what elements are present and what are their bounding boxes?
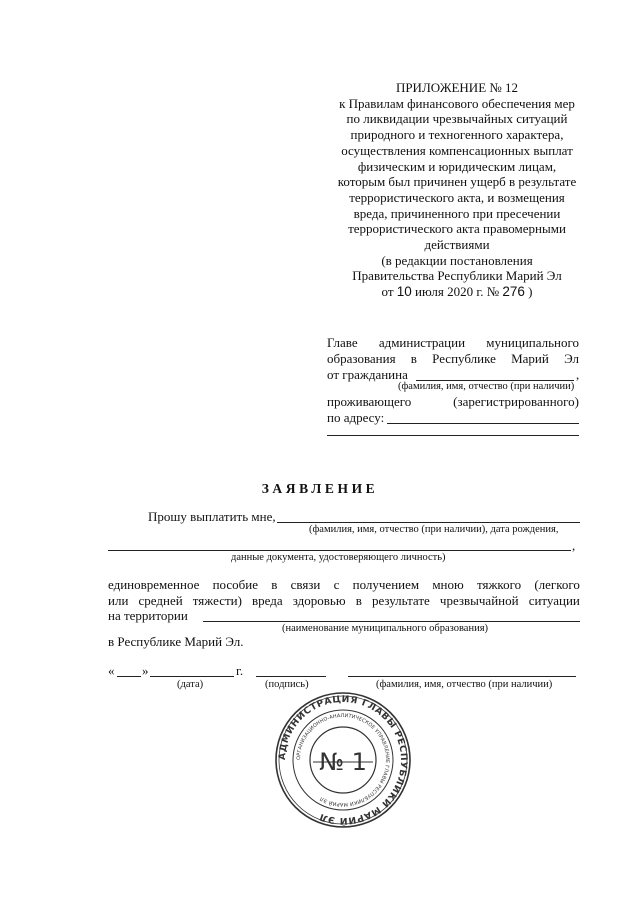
appendix-date-line — [312, 284, 602, 300]
address-label: по адресу: — [327, 410, 385, 425]
word: тяжести) — [192, 593, 242, 608]
quote-close: » — [142, 663, 149, 678]
word: вреда — [252, 593, 283, 608]
word: или — [108, 593, 129, 608]
appendix-line: природного и техногенного характера, — [350, 127, 564, 143]
date-number: 276 — [502, 284, 525, 300]
appendix-line: по ликвидации чрезвычайных ситуаций — [346, 111, 568, 127]
year-suffix: г. — [236, 663, 244, 678]
addressee-line-1 — [327, 335, 579, 350]
date-prefix: от — [381, 284, 394, 300]
from-citizen-label: от гражданина — [327, 367, 408, 382]
date-day: 10 — [396, 284, 412, 300]
date-caption: (дата) — [177, 679, 204, 690]
appendix-line: которым был причинен ущерб в результате — [337, 174, 577, 190]
word: единовременное — [108, 577, 200, 592]
fullname-field[interactable] — [277, 522, 580, 523]
word: получением — [352, 577, 420, 592]
republic-line: в Республике Марий Эл. — [108, 634, 244, 649]
appendix-line: Правительства Республики Марий Эл — [352, 268, 562, 284]
appendix-line: террористического акта правомерными — [348, 221, 566, 237]
document-data-field[interactable] — [108, 550, 571, 551]
appendix-line: к Правилам финансового обеспечения мер — [339, 95, 575, 111]
word: пособие — [212, 577, 258, 592]
document-caption: данные документа, удостоверяющего личность) — [231, 552, 446, 563]
word: чрезвычайной — [439, 593, 519, 608]
residing-line — [327, 394, 579, 409]
addressee-line-2 — [327, 351, 579, 366]
stamp-center-number: № 1 — [319, 748, 367, 776]
word: здоровью — [292, 593, 346, 608]
stamp-inner-text: ОРГАНИЗАЦИОННО-АНАЛИТИЧЕСКОЕ УПРАВЛЕНИЕ ГЛАВЫ РЕСПУБЛИКИ МАРИЙ ЭЛ — [295, 712, 391, 808]
quote-open: « — [108, 663, 115, 678]
document-title: ЗАЯВЛЕНИЕ — [261, 481, 379, 496]
territory-caption: (наименование муниципального образования) — [282, 623, 489, 634]
residing-right: (зарегистрированного) — [453, 394, 579, 409]
date-rest: июля 2020 г. № — [415, 284, 500, 300]
word: (легкого — [534, 577, 580, 592]
appendix-title: ПРИЛОЖЕНИЕ № 12 — [395, 80, 519, 95]
word: Эл — [564, 351, 579, 366]
word: муниципального — [486, 335, 579, 350]
paragraph-line-2 — [108, 593, 580, 608]
signature-field[interactable] — [256, 676, 326, 677]
appendix-line: (в редакции постановления — [381, 252, 533, 268]
appendix-line: физическим и юридическим лицам, — [357, 158, 557, 174]
word: образования — [327, 351, 396, 366]
word: в — [410, 351, 417, 366]
word: с — [333, 577, 340, 592]
sign-caption: (подпись) — [265, 679, 309, 690]
word: Марий — [511, 351, 549, 366]
word: в — [271, 577, 278, 592]
appendix-line: террористического акта, и возмещения — [349, 189, 565, 205]
date-close: ) — [528, 284, 533, 300]
territory-field[interactable] — [203, 621, 580, 622]
word: Главе — [327, 335, 358, 350]
request-label: Прошу выплатить мне, — [148, 509, 276, 524]
appendix-header — [312, 80, 602, 300]
signer-name-field[interactable] — [348, 676, 576, 677]
word: в — [355, 593, 362, 608]
day-field[interactable] — [117, 676, 141, 677]
word: администрации — [378, 335, 466, 350]
appendix-line: вреда, причиненного при пресечении — [353, 205, 561, 221]
from-comma: , — [576, 367, 580, 382]
fullname-caption: (фамилия, имя, отчество (при наличии), дата рождения, — [309, 524, 559, 535]
from-citizen-caption: (фамилия, имя, отчество (при наличии) — [398, 381, 575, 392]
word: связи — [290, 577, 321, 592]
word: средней — [138, 593, 183, 608]
word: результате — [371, 593, 430, 608]
appendix-line: действиями — [424, 237, 490, 253]
name-caption: (фамилия, имя, отчество (при наличии) — [376, 679, 553, 690]
word: Республике — [432, 351, 496, 366]
document-comma: , — [572, 538, 576, 553]
official-stamp — [273, 690, 413, 830]
appendix-line: осуществления компенсационных выплат — [341, 142, 573, 158]
stamp-outer-text: АДМИНИСТРАЦИЯ ГЛАВЫ РЕСПУБЛИКИ МАРИЙ ЭЛ — [276, 693, 410, 827]
territory-label: на территории — [108, 608, 188, 623]
address-field[interactable] — [387, 423, 579, 424]
residing-left: проживающего — [327, 394, 412, 409]
word: мною — [432, 577, 464, 592]
paragraph-line-1 — [108, 577, 580, 592]
month-field[interactable] — [150, 676, 234, 677]
word: тяжкого — [476, 577, 522, 592]
word: ситуации — [528, 593, 580, 608]
address-field-2[interactable] — [327, 435, 579, 436]
